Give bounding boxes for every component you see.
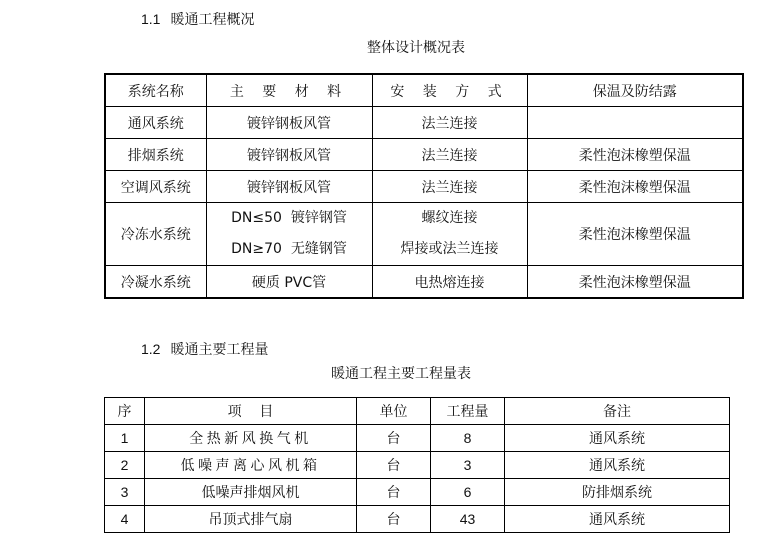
material: 镀锌钢板风管	[206, 107, 372, 139]
quantity: 3	[431, 452, 505, 479]
quantity: 8	[431, 425, 505, 452]
system-name: 冷凝水系统	[105, 266, 206, 299]
insulation: 柔性泡沫橡塑保温	[527, 203, 743, 266]
material-line: DN≤50 镀锌钢管	[231, 210, 347, 226]
header-qty: 工程量	[431, 398, 505, 425]
system-name: 通风系统	[105, 107, 206, 139]
insulation	[527, 107, 743, 139]
table-row	[105, 107, 743, 139]
material-line: DN≥70 无缝钢管	[231, 241, 347, 257]
system-name: 空调风系统	[105, 171, 206, 203]
section-2-heading	[141, 339, 268, 359]
install-method: 法兰连接	[372, 107, 527, 139]
note: 通风系统	[505, 452, 730, 479]
header-insulation: 保温及防结露	[527, 74, 743, 107]
table-row	[105, 171, 743, 203]
table-header-row	[105, 398, 730, 425]
table-row	[105, 506, 730, 533]
section-1-number: 1.1	[141, 11, 161, 27]
header-note: 备注	[505, 398, 730, 425]
row-no: 1	[105, 425, 145, 452]
row-no: 2	[105, 452, 145, 479]
item-name: 吊顶式排气扇	[145, 506, 357, 533]
section-1-title: 暖通工程概况	[170, 12, 255, 28]
header-no: 序	[105, 398, 145, 425]
material	[206, 203, 372, 266]
unit: 台	[357, 425, 431, 452]
system-name: 冷冻水系统	[105, 203, 206, 266]
table-row	[105, 203, 743, 266]
table-row	[105, 266, 743, 299]
item-name: 全热新风换气机	[145, 425, 357, 452]
install-method: 法兰连接	[372, 171, 527, 203]
row-no: 4	[105, 506, 145, 533]
row-no: 3	[105, 479, 145, 506]
note: 通风系统	[505, 506, 730, 533]
unit: 台	[357, 452, 431, 479]
unit: 台	[357, 479, 431, 506]
table-row	[105, 139, 743, 171]
section-2-number: 1.2	[141, 341, 161, 357]
table-row	[105, 479, 730, 506]
unit: 台	[357, 506, 431, 533]
material: 硬质 PVC管	[206, 266, 372, 299]
table-row	[105, 452, 730, 479]
header-material: 主 要 材 料	[206, 74, 372, 107]
quantity-table	[104, 397, 730, 533]
section-1-heading	[141, 9, 254, 29]
header-system-name: 系统名称	[105, 74, 206, 107]
note: 防排烟系统	[505, 479, 730, 506]
install-line: 焊接或法兰连接	[400, 241, 499, 257]
table-row	[105, 425, 730, 452]
quantity: 6	[431, 479, 505, 506]
system-name: 排烟系统	[105, 139, 206, 171]
insulation: 柔性泡沫橡塑保温	[527, 139, 743, 171]
table-1-title: 整体设计概况表	[367, 40, 465, 56]
section-2-title: 暖通主要工程量	[170, 342, 269, 358]
header-unit: 单位	[357, 398, 431, 425]
install-method: 电热熔连接	[372, 266, 527, 299]
overview-table	[104, 73, 744, 299]
insulation: 柔性泡沫橡塑保温	[527, 266, 743, 299]
item-name: 低噪声排烟风机	[145, 479, 357, 506]
insulation: 柔性泡沫橡塑保温	[527, 171, 743, 203]
quantity: 43	[431, 506, 505, 533]
material: 镀锌钢板风管	[206, 139, 372, 171]
table-header-row	[105, 74, 743, 107]
install-method	[372, 203, 527, 266]
install-line: 螺纹连接	[421, 210, 478, 226]
header-item: 项 目	[145, 398, 357, 425]
header-install: 安 装 方 式	[372, 74, 527, 107]
note: 通风系统	[505, 425, 730, 452]
material: 镀锌钢板风管	[206, 171, 372, 203]
table-2-title: 暖通工程主要工程量表	[331, 366, 471, 382]
install-method: 法兰连接	[372, 139, 527, 171]
item-name: 低噪声离心风机箱	[145, 452, 357, 479]
